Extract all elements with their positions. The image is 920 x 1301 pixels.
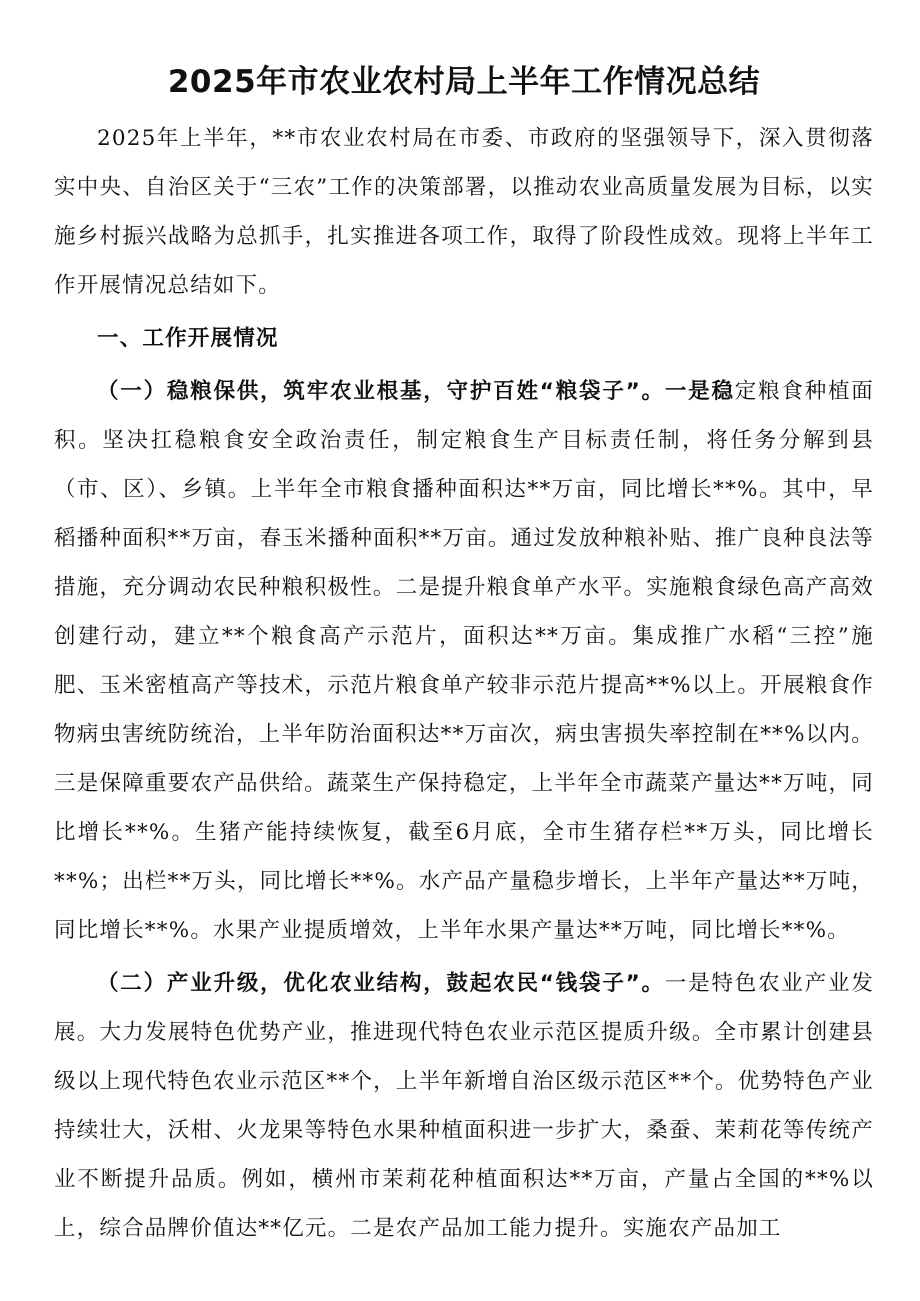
section-heading-work-status: 一、工作开展情况 (97, 326, 279, 351)
industry-upgrade-paragraph (54, 959, 874, 1253)
document-title: 2025年市农业农村局上半年工作情况总结 (167, 64, 761, 100)
grain-supply-paragraph (54, 367, 874, 955)
industry-upgrade-body: 一是特色农业产业发展。大力发展特色优势产业，推进现代特色农业示范区提质升级。全市累计创建县级以上现代特色农业示范区**个，上半年新增自治区级示范区**个。优势特色产业持续壮大，沃柑、火龙果等特色水果种植面积进一步扩大，桑蚕、茉莉花等传统产业不断提升品质。例如，横州市茉莉花种植面积达**万亩，产量占全国的**%以上，综合品牌价值达**亿元。二是农产品加工能力提升。实施农产品加工 (54, 971, 874, 1241)
industry-upgrade-heading: （二）产业升级，优化农业结构，鼓起农民“钱袋子”。 (97, 971, 665, 996)
intro-paragraph: 2025年上半年，**市农业农村局在市委、市政府的坚强领导下，深入贯彻落实中央、自治区关于“三农”工作的决策部署，以推动农业高质量发展为目标，以实施乡村振兴战略为总抓手，扎实推进各项工作，取得了阶段性成效。现将上半年工作开展情况总结如下。 (54, 126, 874, 298)
grain-supply-heading: （一）稳粮保供，筑牢农业根基，守护百姓“粮袋子”。一是稳 (97, 379, 735, 404)
grain-supply-body: 定粮食种植面积。坚决扛稳粮食安全政治责任，制定粮食生产目标责任制，将任务分解到县（市、区）、乡镇。上半年全市粮食播种面积达**万亩，同比增长**%。其中，早稻播种面积**万亩，春玉米播种面积**万亩。通过发放种粮补贴、推广良种良法等措施，充分调动农民种粮积极性。二是提升粮食单产水平。实施粮食绿色高产高效创建行动，建立**个粮食高产示范片，面积达**万亩。集成推广水稻“三控”施肥、玉米密植高产等技术，示范片粮食单产较非示范片提高**%以上。开展粮食作物病虫害统防统治，上半年防治面积达**万亩次，病虫害损失率控制在**%以内。三是保障重要农产品供给。蔬菜生产保持稳定，上半年全市蔬菜产量达**万吨，同比增长**%。生猪产能持续恢复，截至6月底，全市生猪存栏**万头，同比增长**%；出栏**万头，同比增长**%。水产品产量稳步增长，上半年产量达**万吨，同比增长**%。水果产业提质增效，上半年水果产量达**万吨，同比增长**%。 (54, 379, 875, 943)
